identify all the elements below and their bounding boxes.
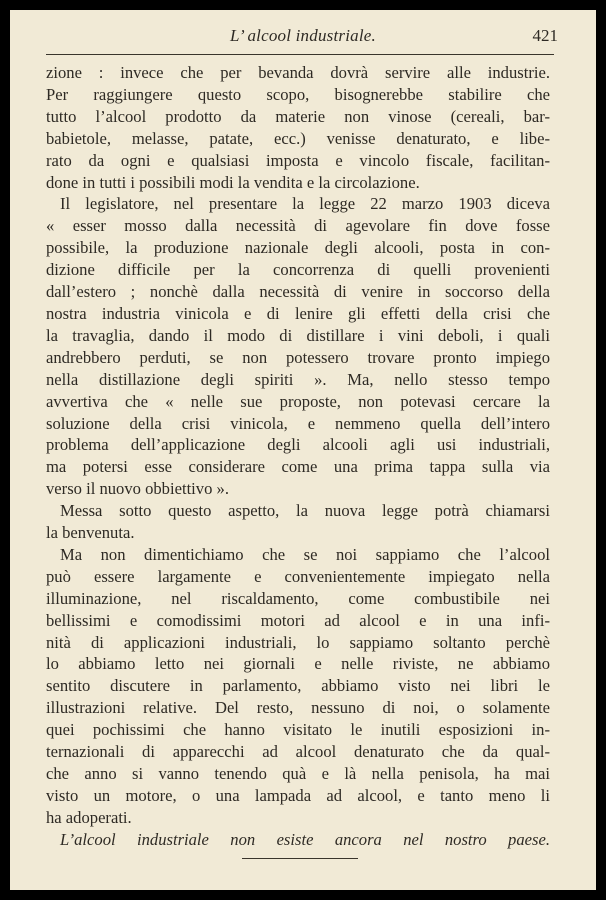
text-line: nostra industria vinicola e di lenire gli effetti della crisi che <box>46 303 550 323</box>
text-line: che anno si vanno tenendo quà e là nella penisola, ha mai <box>46 764 550 783</box>
text-line: Ma non dimentichiamo che se noi sappiamo che l’alcool <box>60 544 550 564</box>
text-line: Per raggiungere questo scopo, bisognerebbe stabilire che <box>46 84 550 104</box>
end-rule <box>242 858 358 859</box>
text-line: la travaglia, dando il modo di distillare i vini deboli, i quali <box>46 325 550 345</box>
text-line: bellissimi e comodissimi motori ad alcool e in una infi- <box>46 610 550 630</box>
text-line: soluzione della crisi vinicola, e nemmeno quella dell’intero <box>46 413 550 433</box>
text-line: nità di applicazioni industriali, lo sappiamo soltanto perchè <box>46 632 550 652</box>
text-line: Messa sotto questo aspetto, la nuova legge potrà chiamarsi <box>60 501 550 521</box>
page-header <box>46 24 560 50</box>
closing-statement: L’alcool industriale non esiste ancora nel nostro paese. <box>60 829 550 849</box>
text-line: quei pochissimi che hanno visitato le inutili esposizioni in- <box>46 720 550 740</box>
text-line: tutto l’alcool prodotto da materie non vinose (cereali, bar- <box>46 106 550 126</box>
text-line: Il legislatore, nel presentare la legge 22 marzo 1903 diceva <box>60 194 550 214</box>
body-text <box>46 62 550 851</box>
text-line: illustrazioni relative. Del resto, nessuno di noi, o solamente <box>46 698 550 718</box>
text-line: rato da ogni e qualsiasi imposta e vincolo fiscale, facilitan- <box>46 150 550 170</box>
running-title: L’ alcool industriale. <box>230 26 376 45</box>
book-page <box>10 10 596 890</box>
text-line: lo abbiamo letto nei giornali e nelle riviste, ne abbiamo <box>46 654 550 674</box>
text-line: « esser mosso dalla necessità di agevolare fin dove fosse <box>46 216 550 236</box>
text-line: sentito discutere in parlamento, abbiamo visto nei libri le <box>46 676 550 696</box>
text-line: ha adoperati. <box>46 807 132 827</box>
text-line: ternazionali di apparecchi ad alcool denaturato che da qual- <box>46 742 550 762</box>
text-line: nella distillazione degli spiriti ». Ma, nello stesso tempo <box>46 369 550 389</box>
text-line: avvertiva che « nelle sue proposte, non potevasi cercare la <box>46 391 550 411</box>
text-line: andrebbero perduti, se non potessero trovare pronto impiego <box>46 347 550 367</box>
text-line: problema dell’applicazione degli alcooli agli usi industriali, <box>46 435 550 455</box>
text-line: visto un motore, o una lampada ad alcool, e tanto meno li <box>46 785 550 805</box>
text-line: done in tutti i possibili modi la vendita e la circolazione. <box>46 172 420 192</box>
text-line: possibile, la produzione nazionale degli alcooli, posta in con- <box>46 238 550 258</box>
text-line: illuminazione, nel riscaldamento, come combustibile nei <box>46 588 550 608</box>
text-line: la benvenuta. <box>46 523 135 543</box>
text-line: dizione difficile per la concorrenza di quelli provenienti <box>46 260 550 280</box>
page-number: 421 <box>532 26 558 45</box>
text-line: zione : invece che per bevanda dovrà servire alle industrie. <box>46 63 550 82</box>
header-rule <box>46 54 554 55</box>
text-line: può essere largamente e convenientemente impiegato nella <box>46 566 550 586</box>
text-line: babietole, melasse, patate, ecc.) venisse denaturato, e libe- <box>46 128 550 148</box>
text-line: dall’estero ; nonchè dalla necessità di venire in soccorso della <box>46 282 550 302</box>
text-line: verso il nuovo obbiettivo ». <box>46 479 229 499</box>
text-line: ma potersi esse considerare come una prima tappa sulla via <box>46 457 550 477</box>
